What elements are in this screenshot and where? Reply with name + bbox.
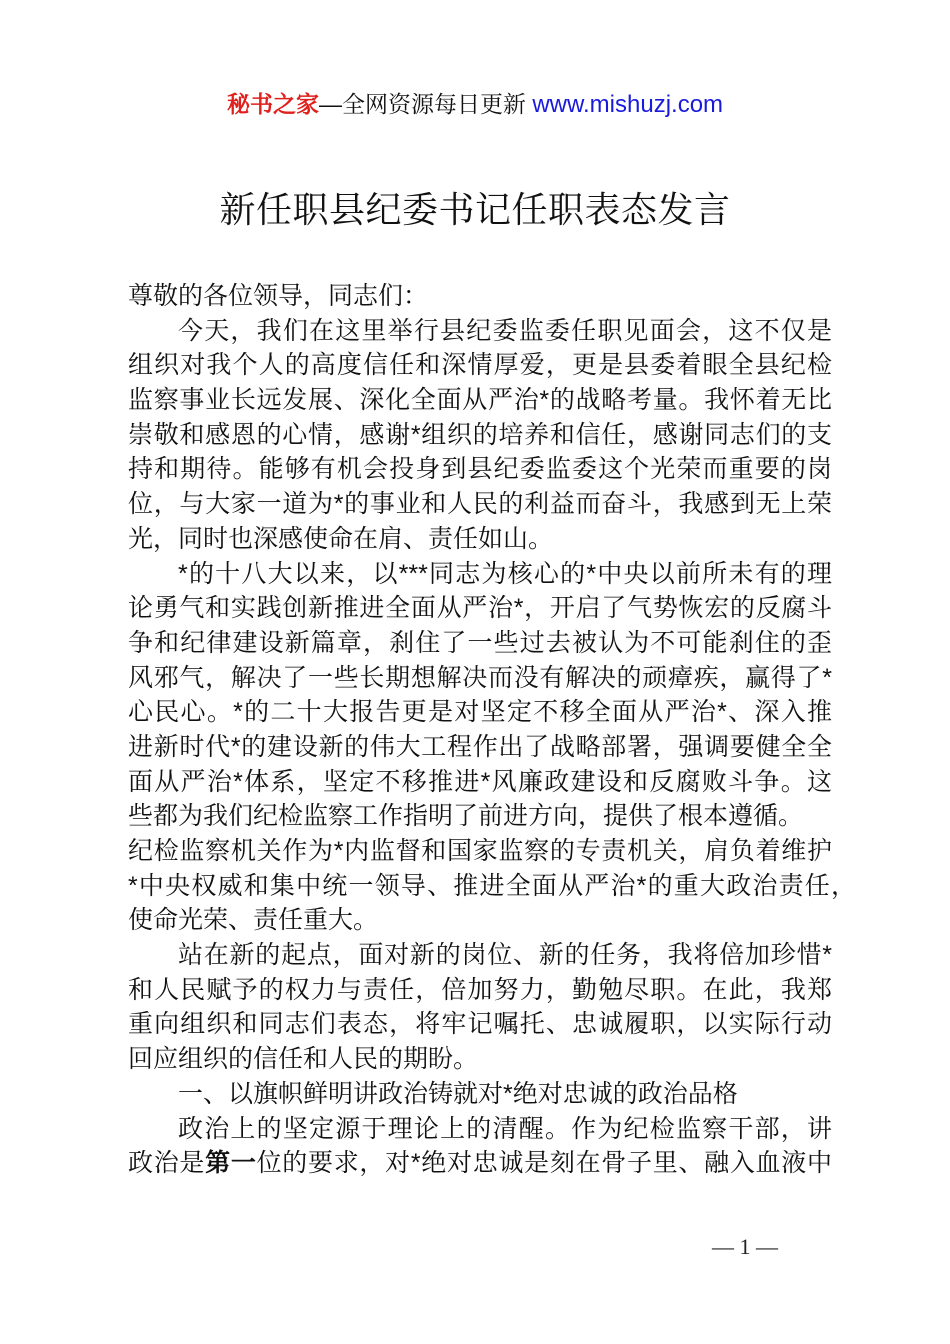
section-heading: 一、以旗帜鲜明讲政治铸就对*绝对忠诚的政治品格 xyxy=(178,1079,738,1108)
paragraph-line: 纪检监察机关作为*内监督和国家监察的专责机关，肩负着维护 xyxy=(128,837,832,865)
text-segment: 位的要求，对*绝对忠诚是刻在骨子里、融入血液中 xyxy=(256,1149,832,1178)
paragraph-line: 争和纪律建设新篇章，刹住了一些过去被认为不可能刹住的歪 xyxy=(128,628,832,657)
text-segment: 政治是 xyxy=(128,1149,206,1178)
paragraph-line: 监察事业长远发展、深化全面从严治*的战略考量。我怀着无比 xyxy=(128,386,832,415)
paragraph-line: 持和期待。能够有机会投身到县纪委监委这个光荣而重要的岗 xyxy=(128,455,832,484)
paragraph-line: 些都为我们纪检监察工作指明了前进方向，提供了根本遵循。 xyxy=(128,802,804,831)
site-url-link[interactable]: www.mishuzj.com xyxy=(532,91,724,118)
paragraph-line: 使命光荣、责任重大。 xyxy=(128,906,379,935)
paragraph-line: 论勇气和实践创新推进全面从严治*，开启了气势恢宏的反腐斗 xyxy=(128,594,832,623)
paragraph-line: 站在新的起点，面对新的岗位、新的任务，我将倍加珍惜* xyxy=(178,941,832,970)
paragraph-line: *中央权威和集中统一领导、推进全面从严治*的重大政治责任， xyxy=(128,871,856,900)
paragraph-line: 位，与大家一道为*的事业和人民的利益而奋斗，我感到无上荣 xyxy=(128,490,832,519)
paragraph-line: 光，同时也深感使命在肩、责任如山。 xyxy=(128,524,554,553)
paragraph-line: 和人民赋予的权力与责任，倍加努力，勤勉尽职。在此，我郑 xyxy=(128,975,832,1004)
page-number: — 1 — xyxy=(712,1234,778,1259)
paragraph-line: 组织对我个人的高度信任和深情厚爱，更是县委着眼全县纪检 xyxy=(128,351,832,380)
paragraph-line: *的十八大以来，以***同志为核心的*中央以前所未有的理 xyxy=(178,559,832,588)
bold-text: 第一 xyxy=(205,1149,257,1178)
salutation: 尊敬的各位领导，同志们： xyxy=(128,282,429,310)
paragraph-line: 今天，我们在这里举行县纪委监委任职见面会，这不仅是 xyxy=(178,316,832,345)
paragraph-line: 面从严治*体系，坚定不移推进*风廉政建设和反腐败斗争。这 xyxy=(128,767,832,796)
paragraph-line xyxy=(128,1146,832,1181)
site-banner xyxy=(0,88,950,121)
paragraph-line: 风邪气，解决了一些长期想解决而没有解决的顽瘴疾，赢得了* xyxy=(128,663,832,692)
paragraph-line: 心民心。*的二十大报告更是对坚定不移全面从严治*、深入推 xyxy=(128,698,832,727)
document-title: 新任职县纪委书记任职表态发言 xyxy=(219,189,731,230)
banner-tagline: —全网资源每日更新 xyxy=(318,91,533,117)
paragraph-line: 进新时代*的建设新的伟大工程作出了战略部署，强调要健全全 xyxy=(128,732,832,761)
document-body xyxy=(128,279,856,1181)
paragraph-line: 政治上的坚定源于理论上的清醒。作为纪检监察干部，讲 xyxy=(178,1114,832,1143)
paragraph-line: 回应组织的信任和人民的期盼。 xyxy=(128,1045,479,1074)
paragraph-line: 崇敬和感恩的心情，感谢*组织的培养和信任，感谢同志们的支 xyxy=(128,420,832,449)
brand-name: 秘书之家 xyxy=(226,91,319,117)
paragraph-line: 重向组织和同志们表态，将牢记嘱托、忠诚履职，以实际行动 xyxy=(128,1010,832,1039)
